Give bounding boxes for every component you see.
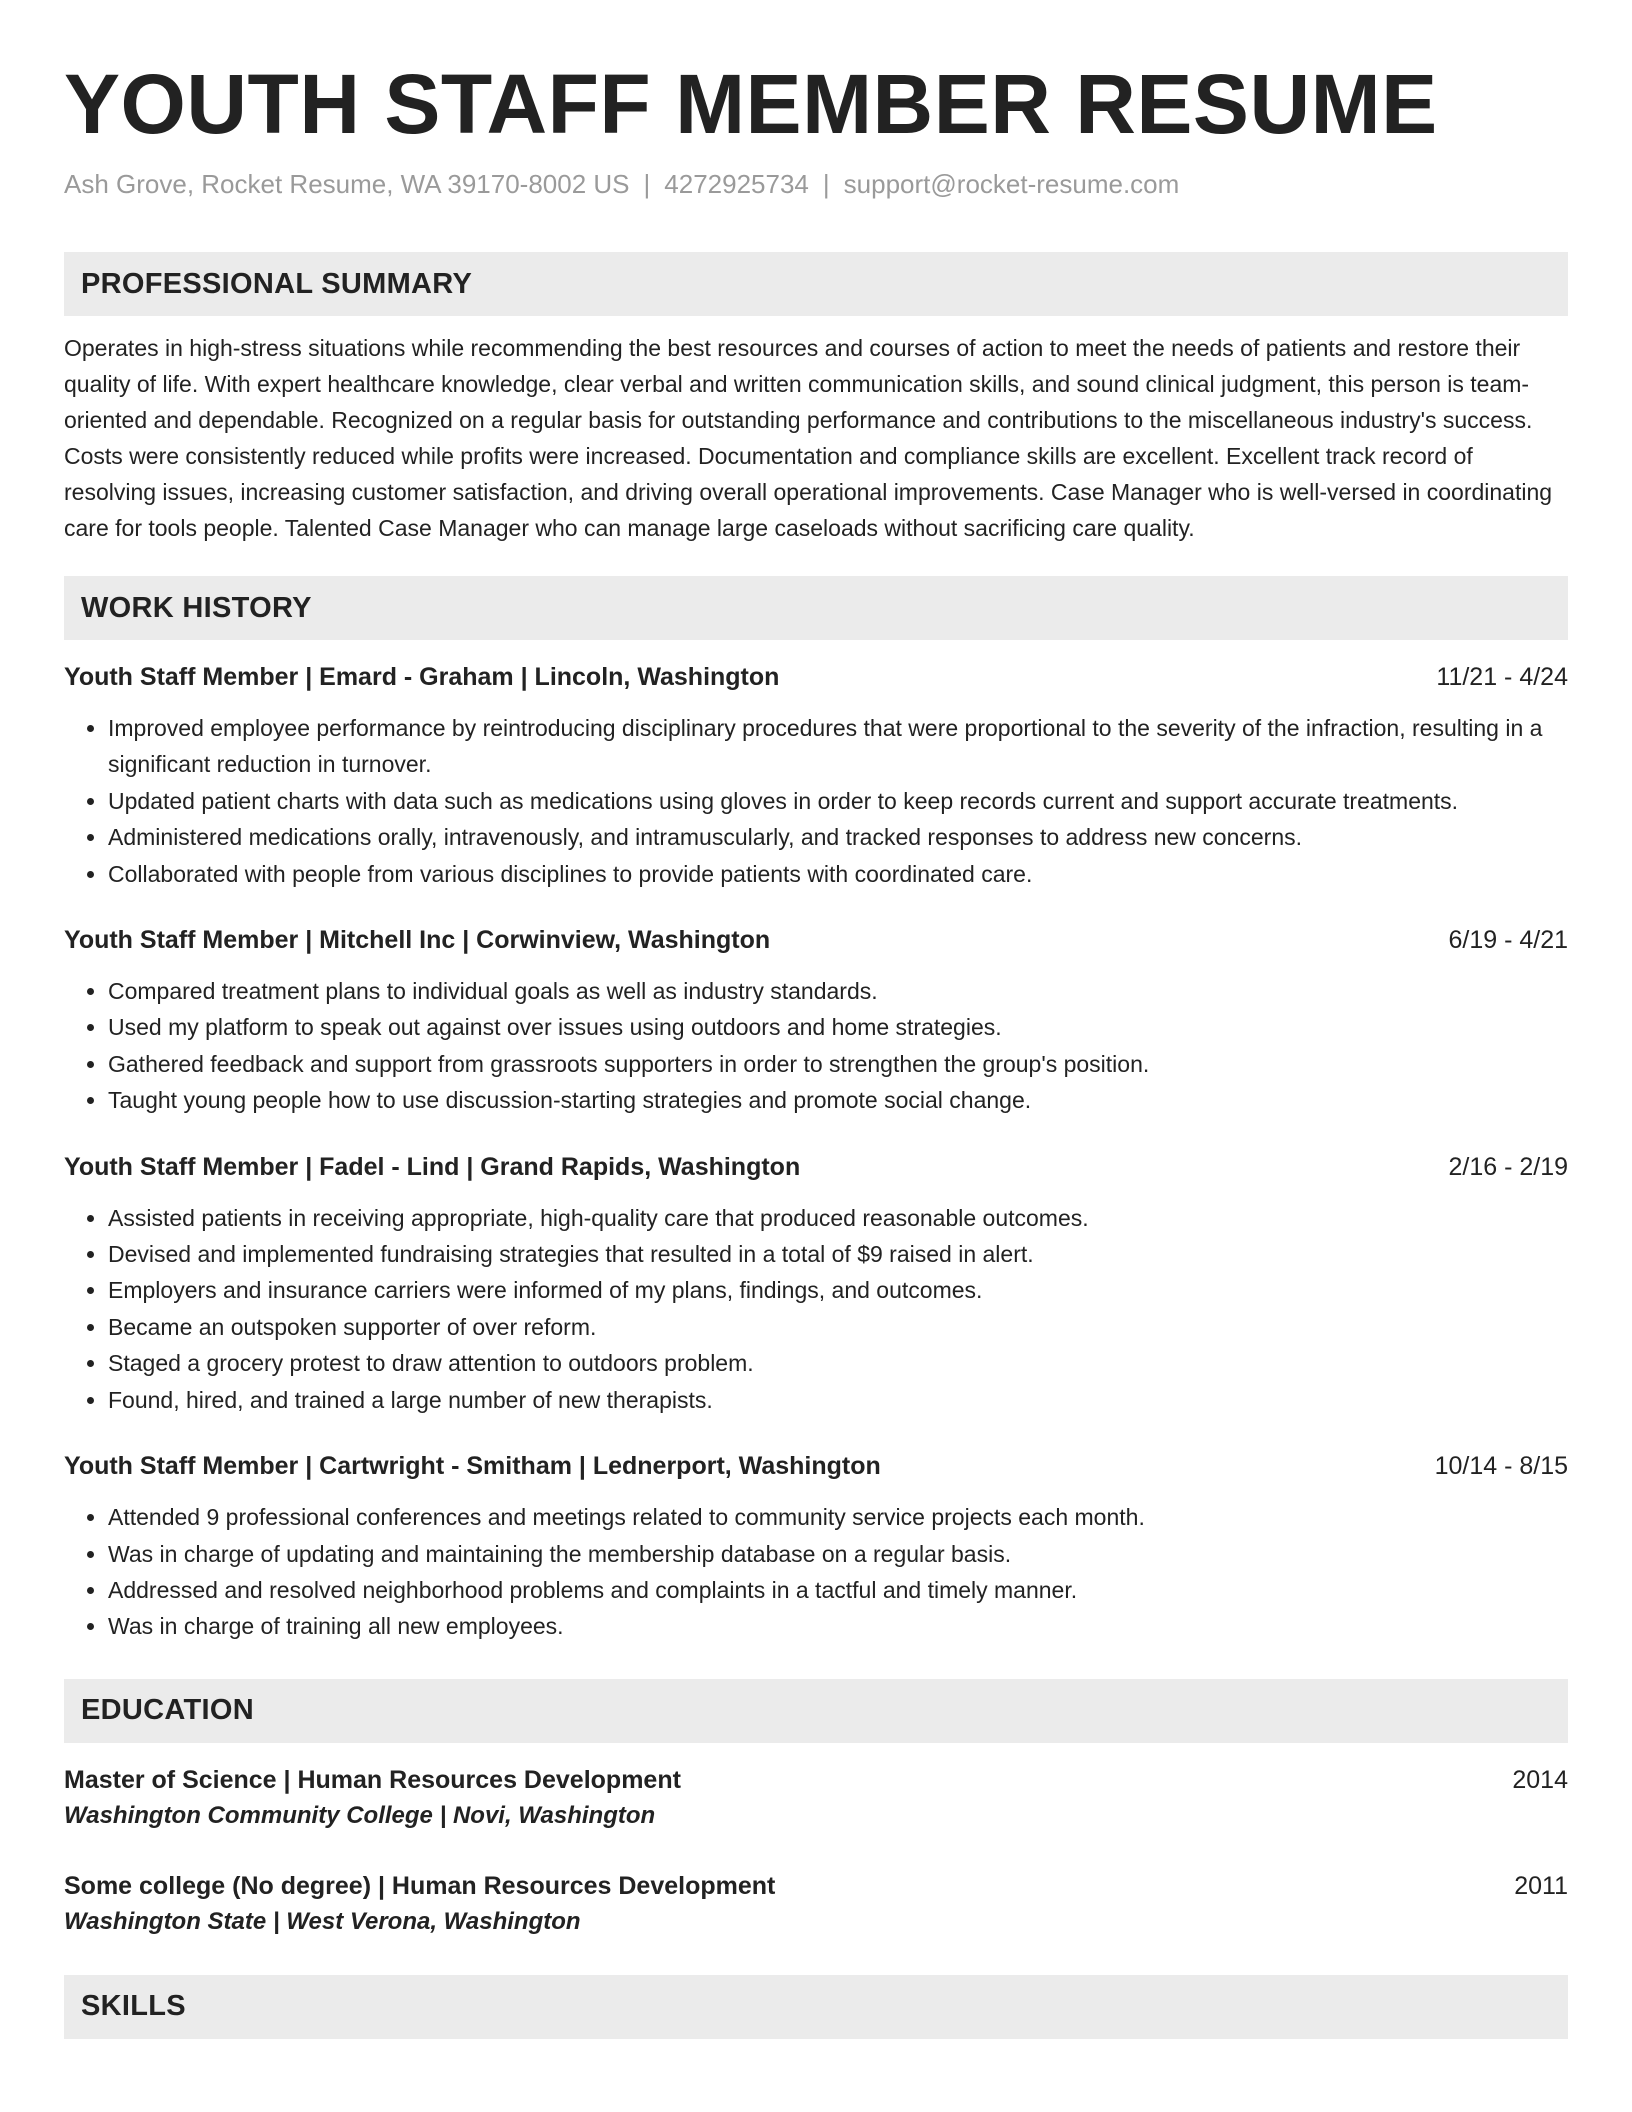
job-bullet: • Taught young people how to use discussion-starting strategies and promote social change. xyxy=(108,1082,1568,1118)
job-bullet: • Improved employee performance by reintroducing disciplinary procedures that were proportional to the severity of the infraction, resulting in a significant reduction in turnover. xyxy=(108,710,1568,783)
education-school: Washington Community College | Novi, Washington xyxy=(64,1801,656,1829)
summary-text: Operates in high-stress situations while recommending the best resources and courses of action to meet the needs of patients and restore their quality of life. With expert healthcare knowledge, clear verbal and written communication skills, and sound clinical judgment, this person is team-oriented and dependable. Recognized on a regular basis for outstanding performance and contributions to the miscellaneous industry's success. Costs were consistently reduced while profits were increased. Documentation and compliance skills are excellent. Excellent track record of resolving issues, increasing customer satisfaction, and driving overall operational improvements. Case Manager who is well-versed in coordinating care for tools people. Talented Case Manager who can manage large caseloads without sacrificing care quality. xyxy=(64,335,1553,541)
job-title: Youth Staff Member | Cartwright - Smitham | Lednerport, Washington xyxy=(64,1452,881,1481)
job-dates: 2/16 - 2/19 xyxy=(1448,1152,1568,1181)
work-section-header xyxy=(64,576,1568,640)
job-bullet: • Staged a grocery protest to draw attention to outdoors problem. xyxy=(108,1345,1568,1381)
education-section-header xyxy=(64,1679,1568,1743)
skills-heading: SKILLS xyxy=(81,1990,186,2023)
job-bullets xyxy=(64,710,1568,892)
contact-separator: | xyxy=(822,169,830,199)
job-bullet: • Collaborated with people from various disciplines to provide patients with coordinated care. xyxy=(108,856,1568,892)
education-heading: EDUCATION xyxy=(81,1694,254,1727)
resume-title: YOUTH STAFF MEMBER RESUME xyxy=(64,57,1438,151)
job-bullet: • Gathered feedback and support from grassroots supporters in order to strengthen the group's position. xyxy=(108,1046,1568,1082)
job-header xyxy=(64,660,1568,694)
job-title: Youth Staff Member | Mitchell Inc | Corwinview, Washington xyxy=(64,926,771,955)
job-title: Youth Staff Member | Fadel - Lind | Grand Rapids, Washington xyxy=(64,1152,801,1181)
work-heading: WORK HISTORY xyxy=(81,591,312,624)
job-entry xyxy=(64,660,1568,892)
summary-section-header xyxy=(64,252,1568,316)
education-entry xyxy=(64,1763,1568,1835)
job-bullet: • Updated patient charts with data such as medications using gloves in order to keep records current and support accurate treatments. xyxy=(108,783,1568,819)
job-entry xyxy=(64,1449,1568,1645)
job-bullet: • Administered medications orally, intravenously, and intramuscularly, and tracked responses to address new concerns. xyxy=(108,819,1568,855)
job-bullet: • Attended 9 professional conferences and meetings related to community service projects each month. xyxy=(108,1499,1568,1535)
job-bullet: • Was in charge of updating and maintaining the membership database on a regular basis. xyxy=(108,1536,1568,1572)
education-year: 2014 xyxy=(1512,1765,1568,1794)
education-header xyxy=(64,1763,1568,1797)
resume-page xyxy=(64,56,1568,2039)
education-school: Washington State | West Verona, Washington xyxy=(64,1907,581,1935)
contact-line xyxy=(64,166,1568,202)
job-bullet: • Used my platform to speak out against over issues using outdoors and home strategies. xyxy=(108,1009,1568,1045)
job-dates: 6/19 - 4/21 xyxy=(1448,926,1568,955)
job-bullet: • Employers and insurance carriers were informed of my plans, findings, and outcomes. xyxy=(108,1272,1568,1308)
job-header xyxy=(64,1449,1568,1483)
job-bullet: • Found, hired, and trained a large number of new therapists. xyxy=(108,1382,1568,1418)
job-header xyxy=(64,1150,1568,1184)
job-bullets xyxy=(64,1200,1568,1418)
job-bullet: • Compared treatment plans to individual goals as well as industry standards. xyxy=(108,973,1568,1009)
job-header xyxy=(64,923,1568,957)
education-year: 2011 xyxy=(1514,1871,1568,1900)
job-bullet: • Became an outspoken supporter of over reform. xyxy=(108,1309,1568,1345)
job-bullet: • Was in charge of training all new employees. xyxy=(108,1608,1568,1644)
job-bullets xyxy=(64,973,1568,1119)
education-degree: Master of Science | Human Resources Development xyxy=(64,1765,681,1794)
job-bullet: • Assisted patients in receiving appropriate, high-quality care that produced reasonable outcomes. xyxy=(108,1200,1568,1236)
job-bullets xyxy=(64,1499,1568,1645)
summary-heading: PROFESSIONAL SUMMARY xyxy=(81,267,473,300)
contact-email: support@rocket-resume.com xyxy=(843,169,1180,199)
job-dates: 10/14 - 8/15 xyxy=(1434,1452,1568,1481)
job-title: Youth Staff Member | Emard - Graham | Lincoln, Washington xyxy=(64,663,780,691)
job-entry xyxy=(64,923,1568,1119)
contact-phone: 4272925734 xyxy=(664,169,809,199)
education-entry xyxy=(64,1869,1568,1941)
job-bullet: • Devised and implemented fundraising strategies that resulted in a total of $9 raised in alert. xyxy=(108,1236,1568,1272)
education-header xyxy=(64,1869,1568,1903)
contact-address: Ash Grove, Rocket Resume, WA 39170-8002 US xyxy=(64,169,630,199)
education-degree: Some college (No degree) | Human Resources Development xyxy=(64,1871,776,1900)
skills-section-header xyxy=(64,1975,1568,2039)
contact-separator: | xyxy=(643,169,651,199)
job-entry xyxy=(64,1150,1568,1418)
job-bullet: • Addressed and resolved neighborhood problems and complaints in a tactful and timely manner. xyxy=(108,1572,1568,1608)
job-dates: 11/21 - 4/24 xyxy=(1436,663,1568,691)
